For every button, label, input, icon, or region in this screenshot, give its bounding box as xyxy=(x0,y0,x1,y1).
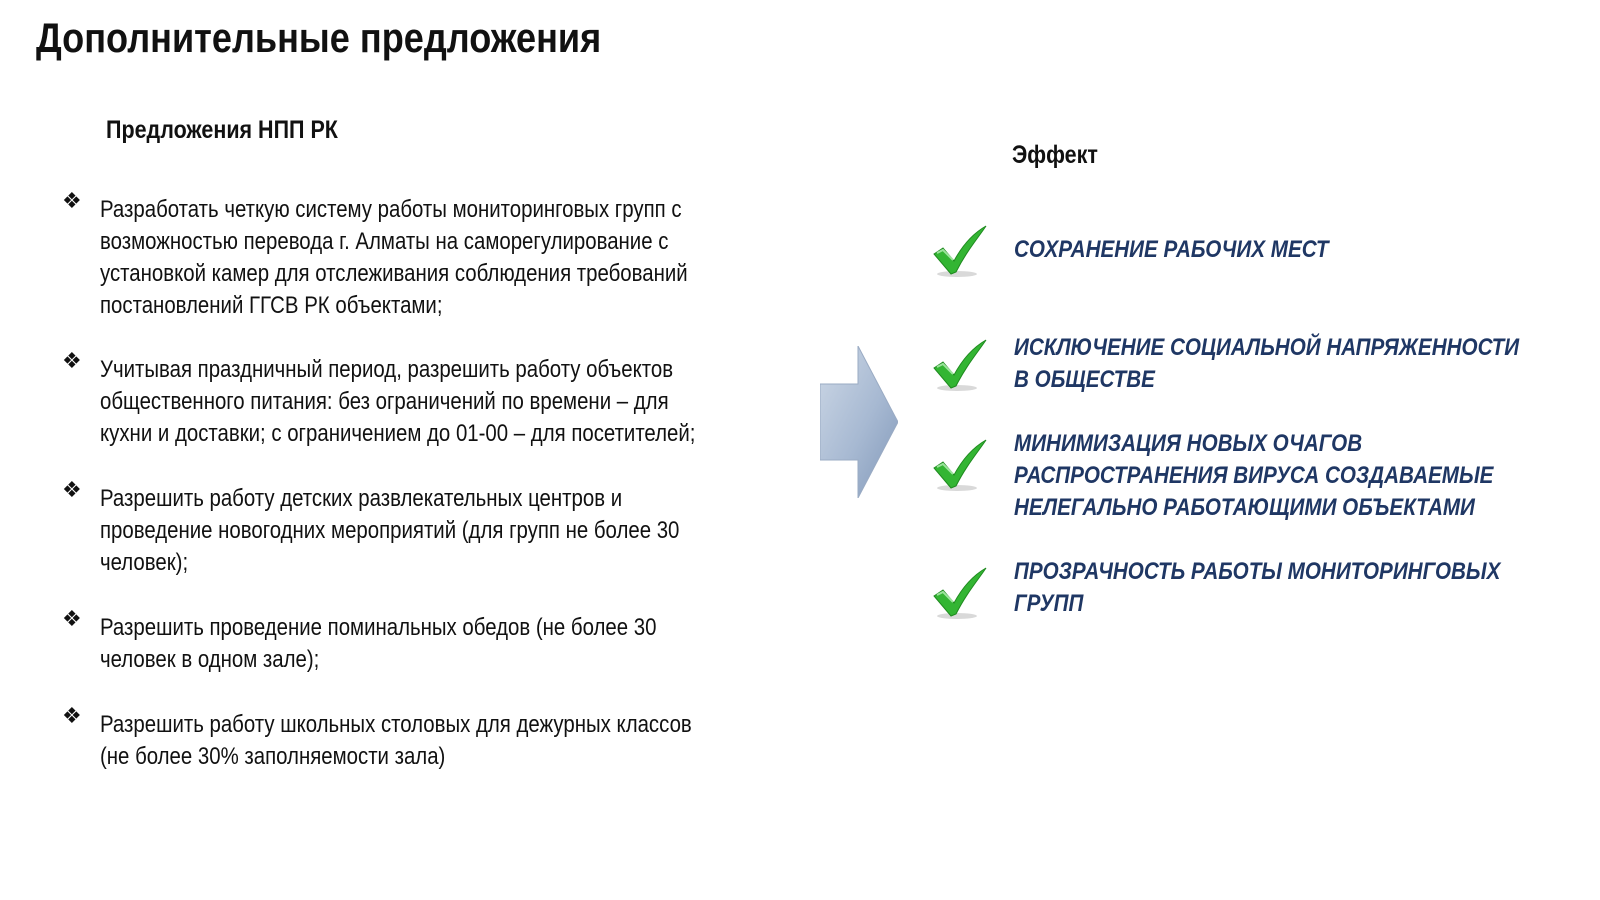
effect-heading: Эффект xyxy=(1012,141,1098,169)
proposal-text: Разрешить работу детских развлекательных центров и проведение новогодних мероприятий (для групп не более 30 человек); xyxy=(100,485,680,576)
check-mark-icon xyxy=(932,338,990,392)
diamond-bullet-icon: ❖ xyxy=(62,606,82,631)
proposal-text: Учитывая праздничный период, разрешить работу объектов общественного питания: без ограничений по времени – для кухни и доставки; с ограничением до 01-00 – для посетителей; xyxy=(100,356,696,447)
proposal-text: Разрешить проведение поминальных обедов (не более 30 человек в одном зале); xyxy=(100,614,657,673)
diamond-bullet-icon: ❖ xyxy=(62,348,82,373)
diamond-bullet-icon: ❖ xyxy=(62,703,82,728)
check-mark-icon xyxy=(932,438,990,492)
check-mark-icon xyxy=(932,566,990,620)
effect-text: МИНИМИЗАЦИЯ НОВЫХ ОЧАГОВ РАСПРОСТРАНЕНИЯ ВИРУСА СОЗДАВАЕМЫЕ НЕЛЕГАЛЬНО РАБОТАЮЩИМИ ОБЪЕКТАМИ xyxy=(1014,430,1494,521)
diamond-bullet-icon: ❖ xyxy=(62,477,82,502)
effect-text: ИСКЛЮЧЕНИЕ СОЦИАЛЬНОЙ НАПРЯЖЕННОСТИ В ОБЩЕСТВЕ xyxy=(1014,334,1520,393)
proposals-heading: Предложения НПП РК xyxy=(106,116,338,144)
slide-title: Дополнительные предложения xyxy=(36,14,602,61)
effect-text: СОХРАНЕНИЕ РАБОЧИХ МЕСТ xyxy=(1014,236,1329,263)
check-mark-icon xyxy=(932,224,990,278)
effect-text: ПРОЗРАЧНОСТЬ РАБОТЫ МОНИТОРИНГОВЫХ ГРУПП xyxy=(1014,558,1501,617)
proposal-text: Разработать четкую систему работы мониторинговых групп с возможностью перевода г. Алматы на саморегулирование с установкой камер для отслеживания соблюдения требований постановлений ГГСВ РК объектами; xyxy=(100,196,688,319)
right-arrow-icon xyxy=(820,346,898,498)
proposal-text: Разрешить работу школьных столовых для дежурных классов (не более 30% заполняемости зала) xyxy=(100,711,692,770)
diamond-bullet-icon: ❖ xyxy=(62,188,82,213)
